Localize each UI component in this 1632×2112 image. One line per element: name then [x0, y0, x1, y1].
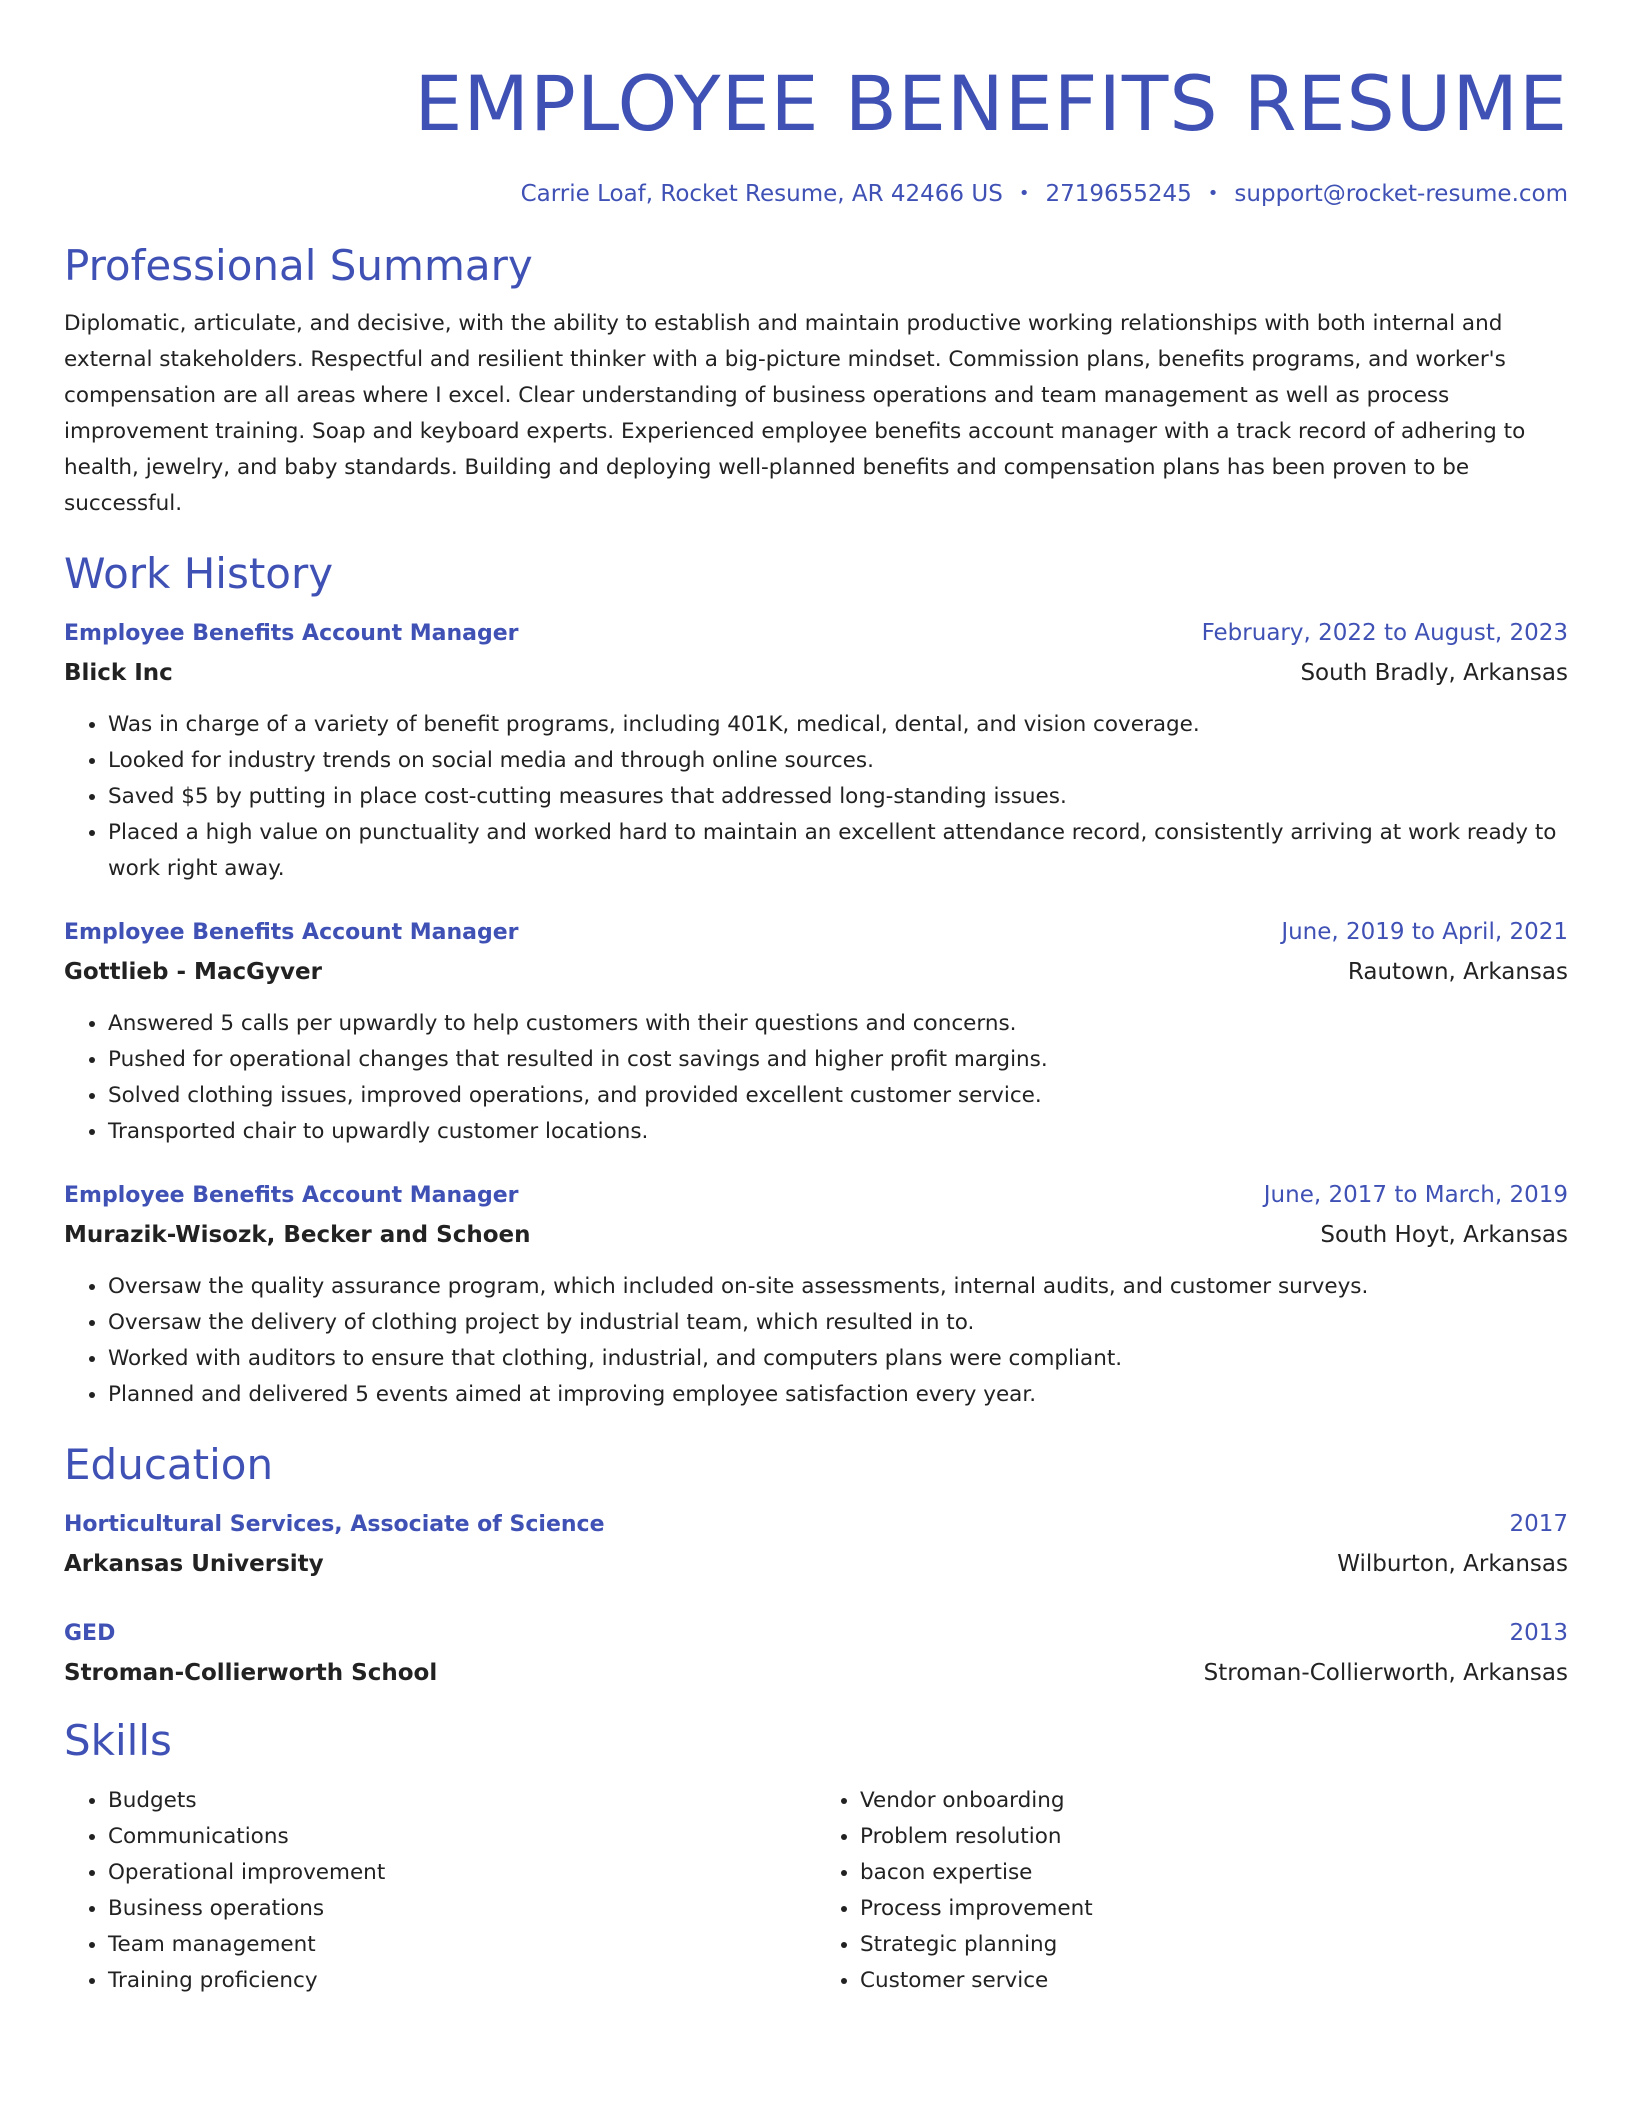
education-school: Stroman-Collierworth School — [64, 1660, 438, 1686]
education-degree: GED — [64, 1621, 116, 1646]
job-location: South Hoyt, Arkansas — [1320, 1222, 1568, 1248]
section-heading-work-history: Work History — [64, 549, 334, 598]
job-bullet: • Transported chair to upwardly customer locations. — [108, 1114, 1568, 1150]
skill-item: • Strategic planning — [860, 1927, 1568, 1963]
job-bullet: • Planned and delivered 5 events aimed at improving employee satisfaction every year. — [108, 1377, 1568, 1413]
skills-section — [64, 1713, 1568, 1999]
job-title: Employee Benefits Account Manager — [64, 920, 519, 945]
education-degree: Horticultural Services, Associate of Science — [64, 1512, 605, 1537]
job-bullet: • Answered 5 calls per upwardly to help customers with their questions and concerns. — [108, 1006, 1568, 1042]
contact-line — [64, 178, 1568, 210]
job-dates: June, 2017 to March, 2019 — [1263, 1182, 1568, 1208]
job-bullet: • Worked with auditors to ensure that clothing, industrial, and computers plans were compliant. — [108, 1341, 1568, 1377]
contact-separator: • — [1207, 183, 1219, 204]
job-bullet: • Solved clothing issues, improved operations, and provided excellent customer service. — [108, 1078, 1568, 1114]
job-bullet: • Was in charge of a variety of benefit programs, including 401K, medical, dental, and vision coverage. — [108, 707, 1568, 743]
resume-page — [64, 0, 1568, 1999]
education-location: Wilburton, Arkansas — [1337, 1551, 1568, 1577]
summary-section — [64, 238, 1568, 522]
job-bullet: • Looked for industry trends on social media and through online sources. — [108, 743, 1568, 779]
skills-list-left — [64, 1783, 816, 1999]
contact-address: Carrie Loaf, Rocket Resume, AR 42466 US — [520, 181, 1003, 207]
job-entry — [64, 614, 1568, 887]
job-title: Employee Benefits Account Manager — [64, 621, 519, 646]
skills-columns — [64, 1783, 1568, 1999]
section-heading-summary: Professional Summary — [64, 241, 533, 290]
job-entry — [64, 1176, 1568, 1413]
job-bullet: • Pushed for operational changes that resulted in cost savings and higher profit margins. — [108, 1042, 1568, 1078]
job-location: Rautown, Arkansas — [1347, 959, 1568, 985]
education-entry — [64, 1505, 1568, 1584]
education-school: Arkansas University — [64, 1551, 324, 1577]
job-title: Employee Benefits Account Manager — [64, 1183, 519, 1208]
education-location: Stroman-Collierworth, Arkansas — [1203, 1660, 1568, 1686]
job-company: Gottlieb - MacGyver — [64, 959, 322, 985]
section-heading-education: Education — [64, 1440, 274, 1489]
education-year: 2017 — [1509, 1511, 1568, 1537]
job-bullets — [64, 1269, 1568, 1413]
skill-item: • Budgets — [108, 1783, 816, 1819]
skill-item: • Problem resolution — [860, 1819, 1568, 1855]
job-bullet: • Oversaw the delivery of clothing project by industrial team, which resulted in to. — [108, 1305, 1568, 1341]
skill-item: • Customer service — [860, 1963, 1568, 1999]
job-entry — [64, 913, 1568, 1150]
job-company: Murazik-Wisozk, Becker and Schoen — [64, 1222, 531, 1248]
contact-separator: • — [1018, 183, 1030, 204]
skill-item: • Business operations — [108, 1891, 816, 1927]
education-section — [64, 1437, 1568, 1693]
job-bullet: • Placed a high value on punctuality and worked hard to maintain an excellent attendance record, consistently arriving at work ready to work right away. — [108, 815, 1568, 887]
work-history-section — [64, 546, 1568, 1413]
resume-title: EMPLOYEE BENEFITS RESUME — [414, 59, 1568, 148]
job-bullets — [64, 1006, 1568, 1150]
contact-email[interactable]: support@rocket-resume.com — [1234, 181, 1568, 207]
job-dates: February, 2022 to August, 2023 — [1201, 620, 1568, 646]
skill-item: • Communications — [108, 1819, 816, 1855]
skill-item: • Vendor onboarding — [860, 1783, 1568, 1819]
job-location: South Bradly, Arkansas — [1300, 660, 1568, 686]
job-dates: June, 2019 to April, 2021 — [1281, 919, 1568, 945]
section-heading-skills: Skills — [64, 1716, 172, 1765]
job-company: Blick Inc — [64, 660, 173, 686]
job-bullet: • Saved $5 by putting in place cost-cutting measures that addressed long-standing issues. — [108, 779, 1568, 815]
contact-phone: 2719655245 — [1045, 181, 1192, 207]
skill-item: • Team management — [108, 1927, 816, 1963]
skill-item: • Process improvement — [860, 1891, 1568, 1927]
skill-item: • bacon expertise — [860, 1855, 1568, 1891]
skills-list-right — [816, 1783, 1568, 1999]
summary-text: Diplomatic, articulate, and decisive, with the ability to establish and maintain productive working relationships with both internal and external stakeholders. Respectful and resilient thinker with a big-picture mindset. Commission plans, benefits programs, and worker's compensation are all areas where I excel. Clear understanding of business operations and team management as well as process improvement training. Soap and keyboard experts. Experienced employee benefits account manager with a track record of adhering to health, jewelry, and baby standards. Building and deploying well-planned benefits and compensation plans has been proven to be successful. — [64, 311, 1526, 516]
job-bullet: • Oversaw the quality assurance program, which included on-site assessments, internal audits, and customer surveys. — [108, 1269, 1568, 1305]
skill-item: • Training proficiency — [108, 1963, 816, 1999]
job-bullets — [64, 707, 1568, 887]
education-year: 2013 — [1509, 1620, 1568, 1646]
education-entry — [64, 1614, 1568, 1693]
skill-item: • Operational improvement — [108, 1855, 816, 1891]
